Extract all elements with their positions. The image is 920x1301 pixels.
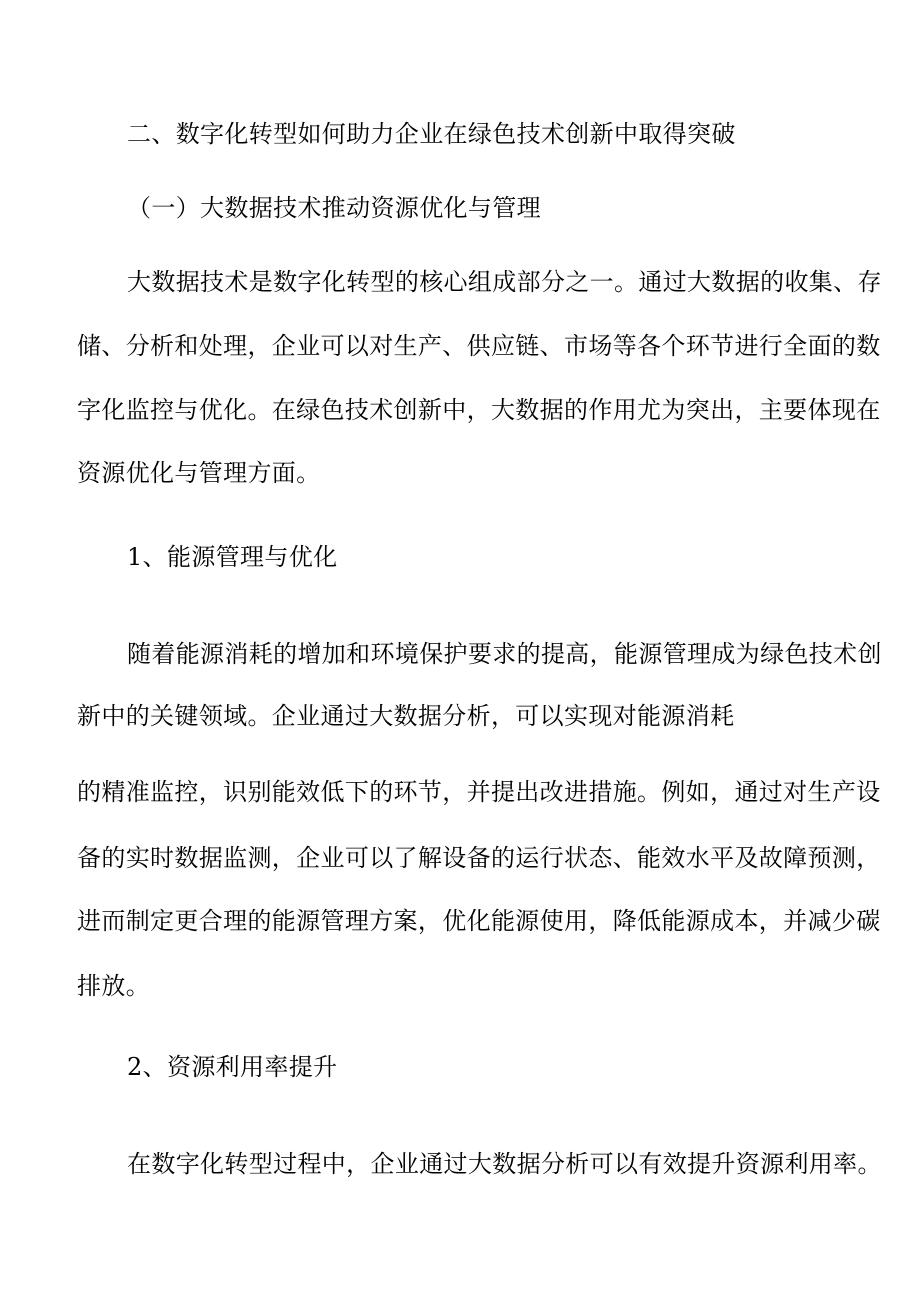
item1-paragraph-line-4: 备的实时数据监测，企业可以了解设备的运行状态、能效水平及故障预测， — [77, 844, 881, 872]
intro-paragraph-line-2: 储、分析和处理，企业可以对生产、供应链、市场等各个环节进行全面的数 — [77, 332, 881, 360]
item1-paragraph-line-1: 随着能源消耗的增加和环境保护要求的提高，能源管理成为绿色技术创 — [127, 640, 882, 668]
item1-paragraph-line-5: 进而制定更合理的能源管理方案，优化能源使用，降低能源成本，并减少碳 — [77, 907, 881, 935]
intro-paragraph-line-4: 资源优化与管理方面。 — [77, 459, 321, 487]
item1-heading: 1、能源管理与优化 — [127, 543, 338, 571]
item2-paragraph-line-1: 在数字化转型过程中，企业通过大数据分析可以有效提升资源利用率。 — [127, 1150, 882, 1178]
item1-paragraph-line-2: 新中的关键领域。企业通过大数据分析，可以实现对能源消耗 — [77, 702, 735, 730]
item1-paragraph-line-6: 排放。 — [77, 972, 151, 1000]
intro-paragraph-line-1: 大数据技术是数字化转型的核心组成部分之一。通过大数据的收集、存 — [127, 268, 882, 296]
section-heading: 二、数字化转型如何助力企业在绿色技术创新中取得突破 — [127, 120, 736, 148]
item1-paragraph-line-3: 的精准监控，识别能效低下的环节，并提出改进措施。例如，通过对生产设 — [77, 778, 881, 806]
item2-heading: 2、资源利用率提升 — [127, 1053, 338, 1081]
intro-paragraph-line-3: 字化监控与优化。在绿色技术创新中，大数据的作用尤为突出，主要体现在 — [77, 396, 881, 424]
subsection-heading: （一）大数据技术推动资源优化与管理 — [127, 194, 541, 222]
